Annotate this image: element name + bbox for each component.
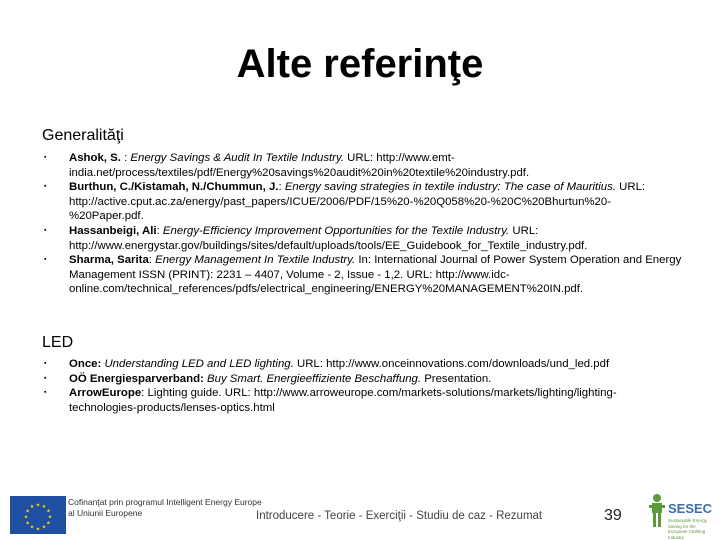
bullet-icon: ▪ (44, 256, 47, 264)
eu-flag-icon (10, 496, 66, 534)
section-heading-led: LED (42, 334, 74, 351)
reference-author: Ashok, S. (69, 152, 121, 164)
reference-item (42, 224, 682, 253)
reference-author: ArrowEurope (69, 387, 142, 400)
bullet-icon: ▪ (44, 360, 47, 367)
reference-title: Understanding LED and LED lighting. (104, 358, 294, 370)
reference-separator: : (120, 152, 131, 164)
reference-title: Energy-Efficiency Improvement Opportunities for the Textile Industry. (162, 224, 510, 237)
eu-star-icon: ★ (29, 524, 35, 531)
reference-separator: : (156, 224, 163, 237)
reference-details: URL: http://www.emt-india.net/process/textiles/pdf/Energy%20savings%20audit%20in%20textile%20industry.pdf. (69, 152, 530, 179)
bullet-icon: ▪ (44, 154, 47, 161)
reference-title: Energy Savings & Audit In Textile Industry. (130, 152, 344, 164)
reference-separator: : (148, 254, 156, 267)
funding-line-2: al Uniunii Europene (68, 508, 143, 518)
eu-star-icon: ★ (35, 502, 41, 509)
reference-author: Burthun, C./Kistamah, N./Chummun, J. (69, 181, 279, 194)
reference-item (42, 151, 682, 180)
reference-item (42, 357, 682, 372)
funding-line-1: Cofinanţat prin programul Intelligent Energy Europe (68, 497, 262, 507)
reference-separator: : (141, 387, 148, 400)
sesec-figure-icon (646, 492, 668, 536)
eu-star-icon: ★ (41, 503, 47, 510)
reference-author: Once: (69, 358, 102, 370)
reference-author: OÖ Energiesparverband: (69, 372, 204, 385)
reference-author: Sharma, Sarita (69, 254, 149, 267)
reference-title: Energy Management In Textile Industry. (155, 254, 356, 267)
eu-star-icon: ★ (47, 514, 53, 521)
bullet-icon: ▪ (44, 389, 47, 397)
reference-item (42, 180, 682, 224)
eu-star-icon: ★ (35, 526, 41, 533)
reference-item (42, 386, 682, 415)
eu-star-icon: ★ (29, 503, 35, 510)
reference-list-led (42, 357, 682, 415)
eu-star-icon: ★ (25, 520, 30, 527)
reference-details: URL: http://active.cput.ac.za/energy/past_papers/ICUE/2006/PDF/15%20-%20Q058%20-%20C%20Bhurtun%20-%20Paper.pdf. (69, 181, 646, 223)
page-title: Alte referinţe (236, 42, 484, 86)
reference-title: Buy Smart. Energieeffiziente Beschaffung. (207, 372, 422, 385)
bullet-icon: ▪ (44, 226, 47, 234)
reference-separator: : (278, 181, 285, 194)
reference-details: Presentation. (421, 372, 492, 385)
footer (0, 490, 720, 540)
page-number: 39 (604, 507, 622, 524)
reference-list-general (42, 151, 682, 297)
reference-author: Hassanbeigi, Ali (69, 224, 157, 237)
reference-item (42, 372, 682, 387)
eu-star-icon: ★ (46, 508, 51, 515)
reference-details: URL: http://www.energystar.gov/buildings/sites/default/uploads/tools/EE_Guidebook_for_Textile_industry.pdf. (69, 224, 588, 252)
bullet-icon: ▪ (44, 374, 47, 382)
bullet-icon: ▪ (44, 183, 47, 191)
sesec-logo-name: SESEC (668, 501, 713, 516)
reference-item (42, 253, 682, 297)
eu-star-icon: ★ (46, 520, 51, 527)
section-heading-general: Generalităţi (42, 127, 124, 144)
reference-details: URL: http://www.onceinnovations.com/downloads/und_led.pdf (293, 358, 610, 370)
section-navigation: Introducere - Teorie - Exerciţii - Studiu de caz - Rezumat (256, 510, 543, 522)
reference-details: Lighting guide. URL: http://www.arroweurope.com/markets-solutions/markets/lighting/lighting-technologies-products/lenses-optics.html (69, 387, 617, 414)
reference-title: Energy saving strategies in textile industry: The case of Mauritius. (284, 181, 616, 194)
eu-star-icon: ★ (25, 508, 30, 515)
sesec-logo-tagline: Sustainable Energy Saving for the European Clothing Industry (668, 518, 708, 540)
eu-star-icon: ★ (41, 524, 47, 531)
reference-details: In: International Journal of Power System Operation and Energy Management ISSN (PRINT): 2231 – 4407, Volume - 2, Issue - 1,2. URL: http://www.idc-online.com/technical_references/pdfs/electrical_engineering/ENERGY%20MANAGEMENT%20IN.pdf. (69, 254, 682, 296)
funding-statement (68, 497, 262, 519)
eu-star-icon: ★ (23, 514, 29, 521)
sesec-logo-icon (646, 492, 716, 540)
